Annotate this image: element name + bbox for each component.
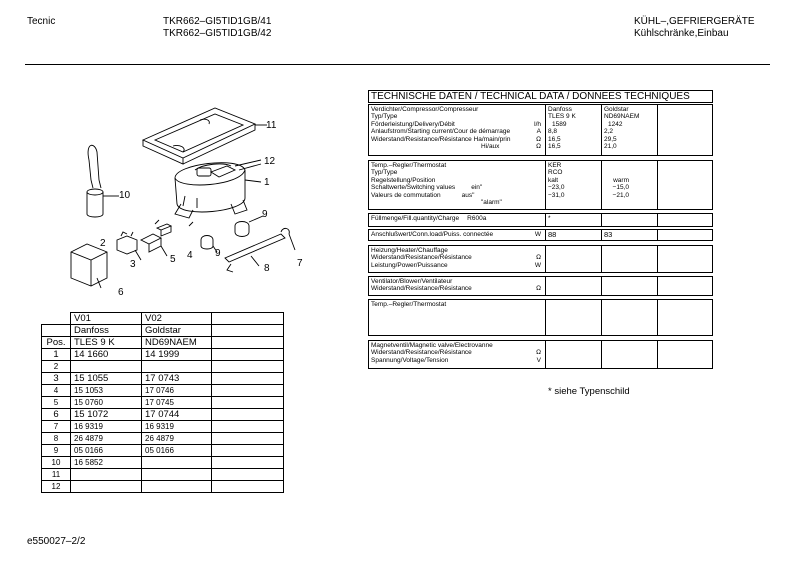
type-v02: ND69NAEM [142,337,212,349]
heater-power-unit: W [534,261,541,269]
parts-pos: 8 [42,433,71,445]
parts-v02: 17 0744 [142,409,212,421]
parts-blank [212,385,284,397]
parts-v01 [71,361,142,373]
valeurs-label: Valeurs de commutation [371,191,441,199]
parts-v01: 14 1660 [71,349,142,361]
parts-v01: 15 1053 [71,385,142,397]
parts-row [42,349,284,361]
type-row [42,337,284,349]
category-line-2: Kühlschränke,Einbau [634,28,729,39]
brand-row [42,325,284,337]
parts-v01: 26 4879 [71,433,142,445]
comp-b-res-aux: 21,0 [604,143,617,151]
resistance-aux-label: Hi/aux [481,143,500,151]
thermostat2-block [368,299,713,336]
pos-header: Pos. [42,337,71,349]
parts-row [42,421,284,433]
thermo-type-value: KER [548,162,562,169]
heater-power-label: Leistung/Power/Puissance [371,261,448,269]
callout-5: 5 [170,254,176,265]
comp-a-res-aux: 16,5 [548,143,561,151]
brand-label: Tecnic [27,16,56,27]
parts-v02 [142,457,212,469]
callout-2: 2 [100,238,106,249]
comp-a-current: 8,8 [548,128,558,136]
brand-v01: Danfoss [71,325,142,337]
comp-b-res-main: 29,5 [604,135,617,143]
model-line-1: TKR662–GI5TID1GB/41 [163,16,272,27]
compressor-label: Verdichter/Compressor/Compresseur [371,106,479,113]
parts-row [42,469,284,481]
fan-block [368,276,713,296]
refrigerant-label: R600a [467,215,487,222]
parts-row [42,433,284,445]
comp-a-res-main: 16,5 [548,135,561,143]
thermostat-label: Temp.–Regler/Thermostat [371,162,447,169]
connected-load-unit: W [534,231,541,238]
parts-blank [212,361,284,373]
variant-v02: V02 [142,313,212,325]
parts-blank [212,373,284,385]
heater-block [368,245,713,273]
variant-row [42,313,284,325]
variant-v01: V01 [71,313,142,325]
charge-block [368,213,713,227]
starting-current-unit: A [536,128,541,136]
switching-values-label: Schaltwerte/Switching values [371,184,456,192]
callout-1: 1 [264,177,270,188]
heater-resistance-label: Widerstand/Resistance/Résistance [371,254,472,262]
off-kalt-value: −31,0 [548,191,565,199]
parts-v01: 16 9319 [71,421,142,433]
fan-label: Ventilator/Blower/Ventilateur [371,278,453,285]
thermostat-block [368,160,713,210]
callout-4: 4 [187,250,193,261]
parts-pos: 11 [42,469,71,481]
parts-row [42,385,284,397]
callout-3: 3 [130,259,136,270]
thermostat-type-label: Typ/Type [371,169,398,177]
thermostat-col-a [546,161,629,209]
warm-label: warm [613,176,629,184]
valve-resistance-label: Widerstand/Resistance/Résistance [371,349,472,357]
valve-voltage-unit: V [536,356,541,364]
resistance-main-label: Widerstand/Resistance/Résistance Ha/main/prin [371,135,511,143]
delivery-label: Förderleistung/Delivery/Débit [371,120,455,128]
parts-v02: 17 0746 [142,385,212,397]
comp-a-type: TLES 9 K [548,113,576,121]
starting-current-label: Anlaufstrom/Starting current/Cour de démarrage [371,128,511,136]
parts-row [42,445,284,457]
parts-row [42,361,284,373]
parts-pos: 9 [42,445,71,457]
parts-blank [212,433,284,445]
technical-data [368,90,713,103]
parts-v02: 26 4879 [142,433,212,445]
comp-b-brand: Goldstar [604,106,629,113]
comp-a-delivery: 1589 [552,120,567,128]
kalt-label: kalt [548,176,559,184]
parts-v01: 15 1055 [71,373,142,385]
valve-voltage-label: Spannung/Voltage/Tension [371,356,449,364]
off-warm-value: −21,0 [612,191,629,199]
parts-row [42,373,284,385]
brand-v02: Goldstar [142,325,212,337]
parts-v01 [71,481,142,493]
parts-pos: 2 [42,361,71,373]
compressor-col-b [602,105,658,155]
parts-blank [212,397,284,409]
parts-pos: 10 [42,457,71,469]
valve-label: Magnetventil/Magnetic valve/Electrovanne [371,342,493,349]
parts-v01: 15 0760 [71,397,142,409]
parts-blank [212,409,284,421]
charge-label: Füllmenge/Fill.quantity/Charge [371,215,460,222]
delivery-unit: l/h [534,120,541,128]
parts-pos: 6 [42,409,71,421]
callout-9-top: 9 [262,209,268,220]
document-code: e550027–2/2 [27,536,86,547]
connected-load-a: 88 [546,230,602,240]
parts-v01: 05 0166 [71,445,142,457]
parts-blank [212,481,284,493]
resistance-aux-unit: Ω [536,143,541,151]
parts-pos: 12 [42,481,71,493]
callout-10: 10 [119,190,131,201]
parts-blank [212,457,284,469]
position-label: Regelstellung/Position [371,176,436,184]
callout-6: 6 [118,287,124,298]
parts-row [42,409,284,421]
off-label: aus" [461,191,475,199]
callout-7: 7 [297,258,303,269]
parts-v02: 17 0743 [142,373,212,385]
parts-v02 [142,481,212,493]
parts-row [42,457,284,469]
comp-b-delivery: 1242 [608,120,623,128]
parts-table [41,312,284,493]
parts-blank [212,349,284,361]
connected-load-block [368,229,713,241]
parts-v02 [142,361,212,373]
comp-b-current: 2,2 [604,128,614,136]
compressor-block [368,104,713,156]
fan-resistance-unit: Ω [536,285,541,293]
on-kalt-value: −23,0 [548,184,565,192]
comp-b-type: ND69NAEM [604,113,640,121]
thermostat2-label: Temp.–Regler/Thermostat [371,301,447,308]
technical-data-title: TECHNISCHE DATEN / TECHNICAL DATA / DONNEES TECHNIQUES [368,90,713,103]
parts-pos: 3 [42,373,71,385]
valve-resistance-unit: Ω [536,349,541,357]
parts-v02 [142,469,212,481]
resistance-main-unit: Ω [536,135,541,143]
parts-v02: 16 9319 [142,421,212,433]
parts-blank [212,421,284,433]
callout-11: 11 [266,120,277,131]
type-label: Typ/Type [371,113,398,121]
heater-resistance-unit: Ω [536,254,541,262]
alarm-label: "alarm" [481,199,502,207]
parts-pos: 1 [42,349,71,361]
comp-a-brand: Danfoss [548,106,572,113]
heater-label: Heizung/Heater/Chauffage [371,247,448,254]
category-line-1: KÜHL–,GEFRIERGERÄTE [634,16,755,27]
parts-row [42,397,284,409]
parts-blank [212,469,284,481]
charge-value: * [546,214,602,226]
parts-v01 [71,469,142,481]
callout-12: 12 [264,156,276,167]
type-v01: TLES 9 K [71,337,142,349]
valve-block [368,340,713,369]
callout-9-low: 9 [215,248,221,259]
parts-row [42,481,284,493]
connected-load-b: 83 [602,230,658,240]
model-line-2: TKR662–GI5TID1GB/42 [163,28,272,39]
callout-8: 8 [264,263,270,274]
parts-pos: 7 [42,421,71,433]
parts-v01: 15 1072 [71,409,142,421]
parts-v02: 17 0745 [142,397,212,409]
thermo-position-value: RCO [548,169,563,177]
connected-load-label: Anschlußwert/Conn.load/Puiss. connectée [371,231,494,238]
parts-v02: 14 1999 [142,349,212,361]
parts-blank [212,445,284,457]
parts-v01: 16 5852 [71,457,142,469]
parts-pos: 4 [42,385,71,397]
parts-v02: 05 0166 [142,445,212,457]
on-label: ein" [471,184,483,192]
compressor-col-a [546,105,602,155]
type-plate-note: * siehe Typenschild [548,386,630,397]
fan-resistance-label: Widerstand/Resistance/Résistance [371,285,472,293]
parts-pos: 5 [42,397,71,409]
on-warm-value: −15,0 [612,184,629,192]
header-rule [25,64,770,65]
